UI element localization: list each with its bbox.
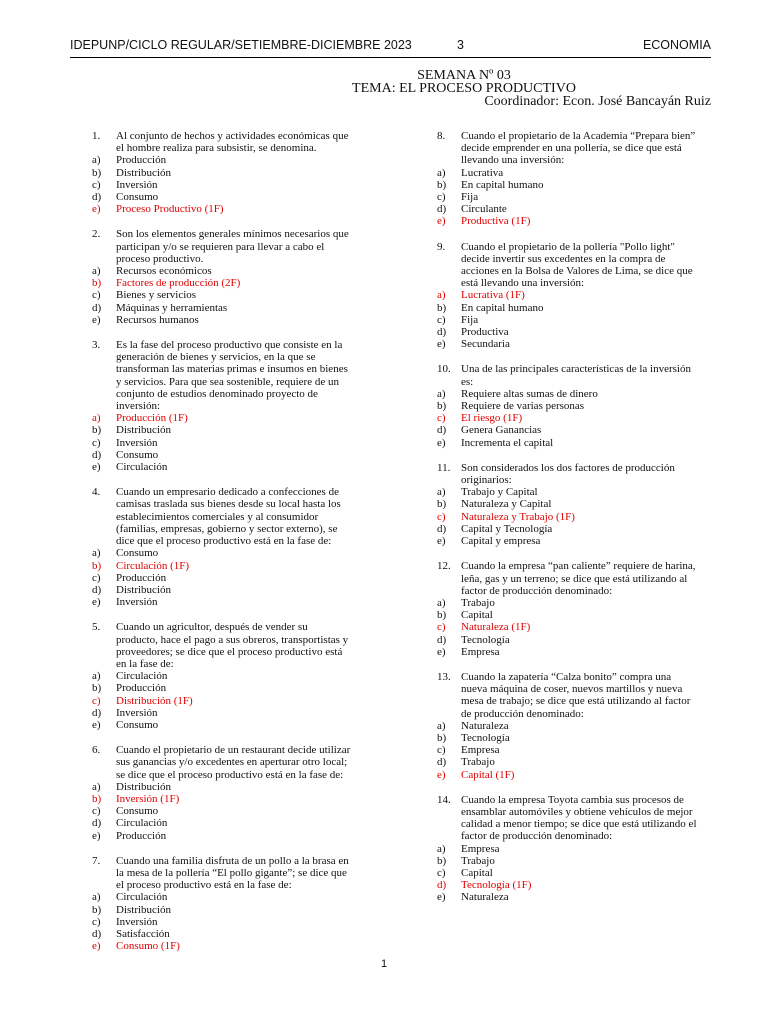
correct-option [92,695,352,707]
answer-option [437,891,697,903]
option-text: Distribución [116,424,171,437]
question-number: 5. [92,621,101,634]
option-text: Naturaleza [461,719,509,732]
answer-option [437,400,697,412]
answer-option [92,314,352,326]
answer-option [437,424,697,436]
option-letter: e) [437,215,446,228]
answer-option [92,461,352,473]
option-letter: d) [92,448,102,461]
answer-option [437,179,697,191]
answer-option [437,744,697,756]
question-text: Cuando el propietario de la Academia “Prepara bien” decide emprender en una pollería, se dice que está llevando una inversión: [461,130,696,167]
question-item [437,462,697,547]
question-item [437,363,697,448]
option-text: Factores de producción (2F) [116,277,241,290]
answer-option [92,904,352,916]
answer-option [437,756,697,768]
option-text: Trabajo [461,854,495,867]
answer-option [92,191,352,203]
option-letter: a) [92,891,101,904]
option-text: Productiva [461,326,509,339]
question-item [92,130,352,215]
question-number: 14. [437,793,451,806]
option-letter: c) [92,915,101,928]
answer-option [437,634,697,646]
answer-option [437,523,697,535]
question-stem [92,744,352,781]
option-letter: d) [437,756,447,769]
option-letter: d) [437,633,447,646]
question-item [92,621,352,731]
correct-option [437,511,697,523]
option-text: Consumo [116,805,159,818]
answer-option [92,572,352,584]
option-text: Consumo [116,718,159,731]
option-letter: b) [437,178,447,191]
header-subject: ECONOMIA [642,38,711,52]
option-text: Distribución [116,780,171,793]
option-text: Distribución (1F) [116,694,193,707]
answer-option [437,167,697,179]
option-letter: a) [437,596,446,609]
answer-option [92,449,352,461]
option-letter: b) [437,854,447,867]
option-letter: a) [92,265,101,278]
page-header [70,36,711,56]
right-column [437,130,697,917]
question-text: Cuando el propietario de un restaurant decide utilizar sus ganancias y/o excedentes en aperturar otro local; se dice que el proceso productivo está en la fase de: [116,744,351,781]
answer-option [92,891,352,903]
option-letter: d) [437,326,447,339]
option-text: Trabajo y Capital [461,486,538,499]
question-item [92,486,352,608]
option-letter: a) [92,670,101,683]
option-letter: e) [92,718,101,731]
option-letter: d) [437,203,447,216]
correct-option [437,412,697,424]
correct-option [92,412,352,424]
question-stem [437,794,697,843]
option-text: Tecnología (1F) [461,879,532,892]
option-text: Proceso Productivo (1F) [116,203,224,216]
question-item [437,241,697,351]
option-text: Consumo [116,191,159,204]
option-text: Naturaleza y Trabajo (1F) [461,510,575,523]
option-text: Producción [116,682,167,695]
option-letter: b) [92,792,102,805]
question-item [92,744,352,842]
option-text: Inversión [116,706,158,719]
option-letter: c) [92,571,101,584]
answer-option [92,179,352,191]
option-letter: b) [437,498,447,511]
week-title: SEMANA Nº 03 [417,68,511,83]
option-text: Consumo (1F) [116,940,180,953]
option-letter: c) [437,866,446,879]
option-text: Máquinas y herramientas [116,301,228,314]
option-letter: a) [92,412,101,425]
option-text: Empresa [461,842,500,855]
correct-option [92,560,352,572]
option-text: Empresa [461,744,500,757]
question-stem [92,855,352,892]
answer-option [437,535,697,547]
option-letter: b) [92,559,102,572]
option-letter: e) [92,313,101,326]
option-letter: d) [92,706,102,719]
option-text: Circulación (1F) [116,559,190,572]
question-number: 3. [92,339,101,352]
option-letter: d) [437,879,447,892]
correct-option [437,879,697,891]
option-letter: e) [437,891,446,904]
answer-option [92,424,352,436]
option-letter: e) [92,596,101,609]
question-item [92,228,352,326]
answer-option [437,302,697,314]
option-letter: c) [92,436,101,449]
option-text: Productiva (1F) [461,215,531,228]
option-letter: b) [437,609,447,622]
option-text: Circulación [116,461,168,474]
option-text: Circulación [116,670,168,683]
option-letter: b) [437,301,447,314]
option-text: En capital humano [461,178,544,191]
answer-option [437,388,697,400]
answer-option [92,437,352,449]
option-text: Circulante [461,203,507,216]
answer-option [437,498,697,510]
question-item [437,130,697,228]
page-number: 1 [380,958,388,970]
option-text: Producción [116,571,167,584]
question-number: 12. [437,560,451,573]
option-text: Inversión [116,178,158,191]
answer-option [437,203,697,215]
option-letter: e) [437,645,446,658]
option-text: Producción [116,829,167,842]
option-text: Satisfacción [116,927,170,940]
option-letter: a) [437,289,446,302]
option-text: Fija [461,191,479,204]
correct-option [92,793,352,805]
header-number: 3 [457,38,464,52]
option-letter: c) [92,805,101,818]
coordinator-line: Coordinador: Econ. José Bancayán Ruiz [484,94,711,109]
question-number: 11. [437,461,451,474]
option-text: Distribución [116,903,171,916]
option-text: Recursos humanos [116,313,199,326]
option-text: En capital humano [461,301,544,314]
option-letter: a) [437,166,446,179]
option-text: Lucrativa (1F) [461,289,525,302]
option-text: Requiere de varias personas [461,400,585,413]
answer-option [437,720,697,732]
option-letter: a) [437,387,446,400]
option-text: Naturaleza (1F) [461,621,531,634]
option-text: Genera Ganancias [461,424,542,437]
answer-option [437,609,697,621]
answer-option [92,584,352,596]
question-stem [437,241,697,290]
answer-option [437,314,697,326]
option-text: Naturaleza y Capital [461,498,552,511]
option-letter: d) [92,301,102,314]
question-number: 6. [92,744,101,757]
option-letter: d) [92,583,102,596]
option-letter: e) [437,436,446,449]
option-letter: b) [437,400,447,413]
answer-option [92,596,352,608]
option-text: Circulación [116,891,168,904]
answer-option [437,486,697,498]
question-stem [92,621,352,670]
option-text: Requiere altas sumas de dinero [461,387,598,400]
option-letter: c) [437,744,446,757]
option-text: Tecnología [461,731,510,744]
question-text: Son considerados los dos factores de producción originarios: [461,461,675,487]
option-text: Secundaria [461,338,510,351]
option-letter: e) [92,461,101,474]
option-letter: d) [92,817,102,830]
option-letter: d) [437,424,447,437]
option-text: Capital y Tecnología [461,522,553,535]
option-letter: e) [437,338,446,351]
question-stem [437,671,697,720]
option-text: Incrementa el capital [461,436,554,449]
question-text: Cuando la empresa “pan caliente” requiere de harina, leña, gas y un terreno; se dice que está utilizando al factor de producción denominado: [461,560,696,597]
question-text: Una de las principales características de la inversión es: [461,363,691,388]
answer-option [92,916,352,928]
question-number: 9. [437,240,446,253]
option-text: Naturaleza [461,891,509,904]
answer-option [92,928,352,940]
question-item [437,671,697,781]
answer-option [92,682,352,694]
question-item [92,339,352,473]
question-stem [437,363,697,387]
option-letter: c) [437,313,446,326]
answer-option [437,843,697,855]
option-letter: e) [92,940,101,953]
answer-option [92,830,352,842]
answer-option [437,326,697,338]
option-text: Distribución [116,166,171,179]
correct-option [437,769,697,781]
option-letter: e) [437,768,446,781]
answer-option [92,707,352,719]
answer-option [437,597,697,609]
option-text: Bienes y servicios [116,289,197,302]
option-letter: c) [437,412,446,425]
option-text: Consumo [116,547,159,560]
answer-option [92,154,352,166]
option-letter: b) [92,424,102,437]
option-letter: c) [92,289,101,302]
answer-option [437,191,697,203]
option-letter: b) [92,903,102,916]
option-text: Consumo [116,448,159,461]
option-text: Inversión [116,596,158,609]
question-text: Cuando una familia disfruta de un pollo a la brasa en la mesa de la pollería “El pollo gigante”; se dice que el proceso productivo está en la fase de: [116,854,349,892]
option-text: Fija [461,313,479,326]
option-text: Trabajo [461,596,495,609]
answer-option [92,302,352,314]
question-item [92,855,352,953]
option-text: Inversión [116,436,158,449]
answer-option [437,437,697,449]
option-letter: a) [92,780,101,793]
correct-option [437,621,697,633]
answer-option [437,855,697,867]
option-letter: b) [92,682,102,695]
question-number: 2. [92,228,101,241]
option-letter: e) [92,829,101,842]
left-column [92,130,352,965]
answer-option [437,646,697,658]
header-divider [70,57,711,58]
question-number: 4. [92,486,101,499]
option-text: Circulación [116,817,168,830]
correct-option [437,289,697,301]
question-stem [437,130,697,167]
option-letter: e) [437,535,446,548]
header-course: IDEPUNP/CICLO REGULAR/SETIEMBRE-DICIEMBRE 2023 [70,38,412,52]
question-stem [92,228,352,265]
option-letter: d) [437,522,447,535]
option-text: Capital (1F) [461,768,515,781]
question-text: Cuando la zapatería “Calza bonito” compra una nueva máquina de coser, nuevos martillos y nueva mesa de trabajo; se dice que está utilizando al factor de producción denominado: [461,670,691,720]
option-text: Empresa [461,645,500,658]
answer-option [437,867,697,879]
option-text: Lucrativa [461,166,504,179]
answer-option [92,817,352,829]
question-text: Son los elementos generales mínimos necesarios que participan y/o se requieren para llevar a cabo el proceso productivo. [116,228,349,265]
answer-option [92,805,352,817]
question-stem [437,560,697,597]
question-text: Cuando el propietario de la pollería "Pollo light" decide invertir sus excedentes en la compra de acciones en la Bolsa de Valores de Lima, se dice que está llevando una inversión: [461,240,693,290]
option-letter: e) [92,203,101,216]
option-letter: c) [437,510,446,523]
option-letter: c) [437,191,446,204]
question-number: 13. [437,670,451,683]
question-number: 8. [437,130,446,142]
option-text: Producción (1F) [116,412,188,425]
option-letter: c) [437,621,446,634]
answer-option [92,289,352,301]
answer-option [92,547,352,559]
answer-option [92,167,352,179]
option-letter: c) [92,178,101,191]
option-text: El riesgo (1F) [461,412,523,425]
option-text: Producción [116,154,167,167]
question-item [437,560,697,658]
question-number: 7. [92,854,101,867]
answer-option [92,719,352,731]
correct-option [92,203,352,215]
answer-option [92,781,352,793]
option-text: Recursos económicos [116,265,212,278]
question-text: Cuando la empresa Toyota cambia sus procesos de ensamblar automóviles y obtiene vehículos de mejor calidad a menor tiempo; se dice que está utilizando el factor de producción denominado: [461,793,697,843]
option-text: Capital y empresa [461,535,541,548]
option-letter: b) [92,277,102,290]
answer-option [92,670,352,682]
correct-option [92,277,352,289]
option-letter: a) [437,486,446,499]
option-text: Distribución [116,583,171,596]
option-text: Tecnología [461,633,510,646]
option-letter: a) [92,547,101,560]
option-text: Capital [461,866,493,879]
question-stem [92,130,352,154]
option-text: Capital [461,609,493,622]
question-item [437,794,697,904]
option-text: Inversión (1F) [116,792,180,805]
answer-option [437,338,697,350]
option-text: Trabajo [461,756,495,769]
question-text: Cuando un agricultor, después de vender su producto, hace el pago a sus obreros, transportistas y proveedores; se dice que el proceso productivo está en la fase de: [116,621,349,670]
option-letter: c) [92,694,101,707]
correct-option [437,215,697,227]
question-text: Cuando un empresario dedicado a confecciones de camisas traslada sus bienes desde su local hasta los establecimientos comerciales y al consumidor (familias, empresas, gobierno y sector externo), se dice que el proceso productivo está en la fase de: [116,486,341,548]
question-stem [92,486,352,547]
answer-option [92,265,352,277]
option-letter: a) [437,842,446,855]
option-letter: b) [437,731,447,744]
option-text: Inversión [116,915,158,928]
option-letter: b) [92,166,102,179]
topic-title: TEMA: EL PROCESO PRODUCTIVO [352,81,576,96]
option-letter: a) [437,719,446,732]
option-letter: d) [92,191,102,204]
question-text: Es la fase del proceso productivo que consiste en la generación de bienes y servicios, en la que se transforman las materias primas e insumos en bienes y servicios. Para que sea sostenible, requiere de un conjunto de estudios denominado proyecto de inversión: [116,339,348,413]
option-letter: d) [92,927,102,940]
question-number: 1. [92,130,101,142]
answer-option [437,732,697,744]
question-stem [437,462,697,486]
option-letter: a) [92,154,101,167]
question-text: Al conjunto de hechos y actividades económicas que el hombre realiza para subsistir, se denomina. [116,130,349,155]
question-number: 10. [437,363,451,376]
correct-option [92,940,352,952]
question-stem [92,339,352,412]
title-block [70,69,711,108]
